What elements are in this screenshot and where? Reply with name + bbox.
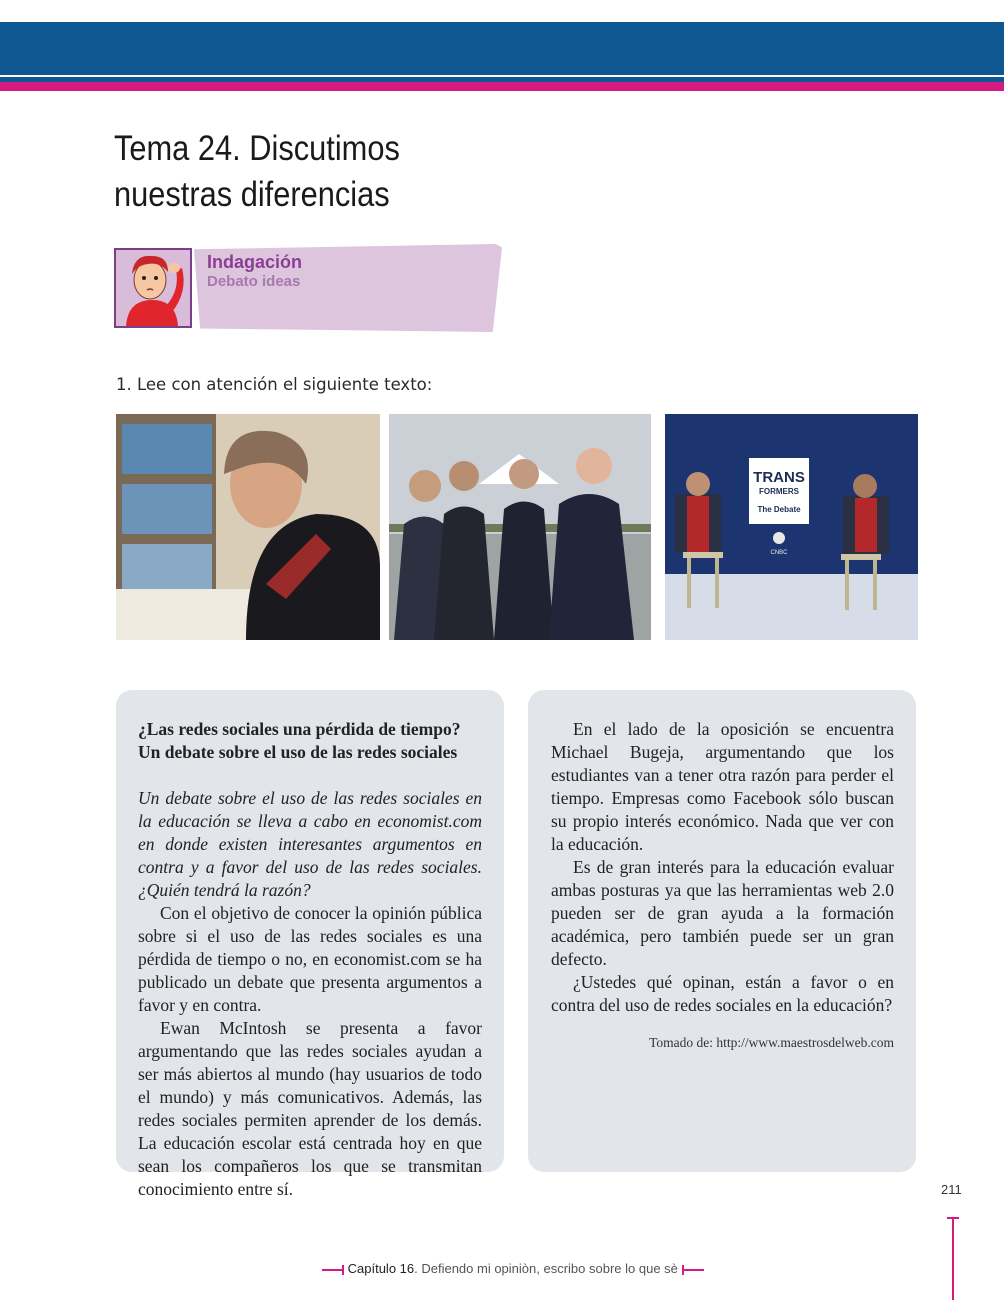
article-paragraph-2: Ewan McIntosh se presenta a favor argumentando que las redes sociales ayudan a ser más abiertos al mundo (hay usuarios de todo el mundo) y más comunicativos. Además, las redes sociales permiten aprender de los demás. La educación escolar está centrada hoy en que sean los compañeros los que se transmitan conocimiento entre sí. — [138, 1018, 482, 1199]
article-paragraph-5: ¿Ustedes qué opinan, están a favor o en contra del uso de redes sociales en la educación? — [551, 972, 894, 1015]
footer — [322, 1261, 704, 1276]
footer-left-marker — [322, 1269, 344, 1271]
article-title — [138, 718, 482, 764]
header-band-divider — [0, 75, 1004, 77]
article-paragraph-1: Con el objetivo de conocer la opinión pública sobre si el uso de las redes sociales es una pérdida de tiempo o no, en economist.com se ha publicado un debate que presenta argumentos a favor y en contra. — [138, 903, 482, 1015]
page-title-line2: nuestras diferencias — [114, 175, 390, 214]
footer-right-marker — [682, 1269, 704, 1271]
article-paragraph-3: En el lado de la oposición se encuentra Michael Bugeja, argumentando que los estudiantes van a tener otra razón para perder el tiempo. Empresas como Facebook sólo buscan su propio interés económico. Nada que ver con la educación. — [551, 719, 894, 854]
article-box-left — [116, 690, 504, 1199]
header-accent-stripe — [0, 82, 1004, 91]
stage-sign-debate: The Debate — [757, 505, 801, 514]
article-intro: Un debate sobre el uso de las redes sociales en la educación se lleva a cabo en economist.com en donde existen interesantes argumentos en contra y a favor del uso de las redes sociales. ¿Quién tendrá la razón? — [138, 788, 482, 900]
page-title — [114, 126, 572, 218]
exercise-instruction: 1. Lee con atención el siguiente texto: — [116, 375, 433, 394]
header-band — [0, 22, 1004, 82]
footer-chapter: Capítulo 16 — [347, 1261, 415, 1276]
page-title-line1: Tema 24. Discutimos — [114, 129, 400, 168]
article-box-right — [528, 690, 916, 1172]
photo-group-of-men — [389, 414, 651, 640]
inquiry-label: Indagación — [207, 252, 303, 272]
article-title-line2: Un debate sobre el uso de las redes sociales — [138, 742, 458, 762]
thinking-boy-icon — [116, 250, 190, 326]
footer-chapter-title: . Defiendo mi opiniòn, escribo sobre lo que sè — [414, 1261, 678, 1276]
photo-student-library — [116, 414, 380, 640]
page-number: 211 — [941, 1182, 962, 1197]
inquiry-sublabel: Debato ideas — [207, 273, 301, 290]
article-title-line1: ¿Las redes sociales una pérdida de tiempo? — [138, 719, 461, 739]
side-marker-line — [952, 1218, 954, 1300]
stage-sign-sponsor: CNBC — [770, 550, 788, 556]
article-source: Tomado de: http://www.maestrosdelweb.com — [649, 1035, 894, 1050]
article-paragraph-4: Es de gran interés para la educación evaluar ambas posturas ya que las herramientas web 2.0 pueden ser de gran ayuda a la formación académica, pero también puede ser un gran defecto. — [551, 857, 894, 969]
inquiry-icon-box — [114, 248, 192, 328]
photo-debate-stage — [665, 414, 918, 640]
stage-sign-trans: TRANS — [753, 469, 805, 486]
stage-sign-formers: FORMERS — [759, 487, 799, 496]
